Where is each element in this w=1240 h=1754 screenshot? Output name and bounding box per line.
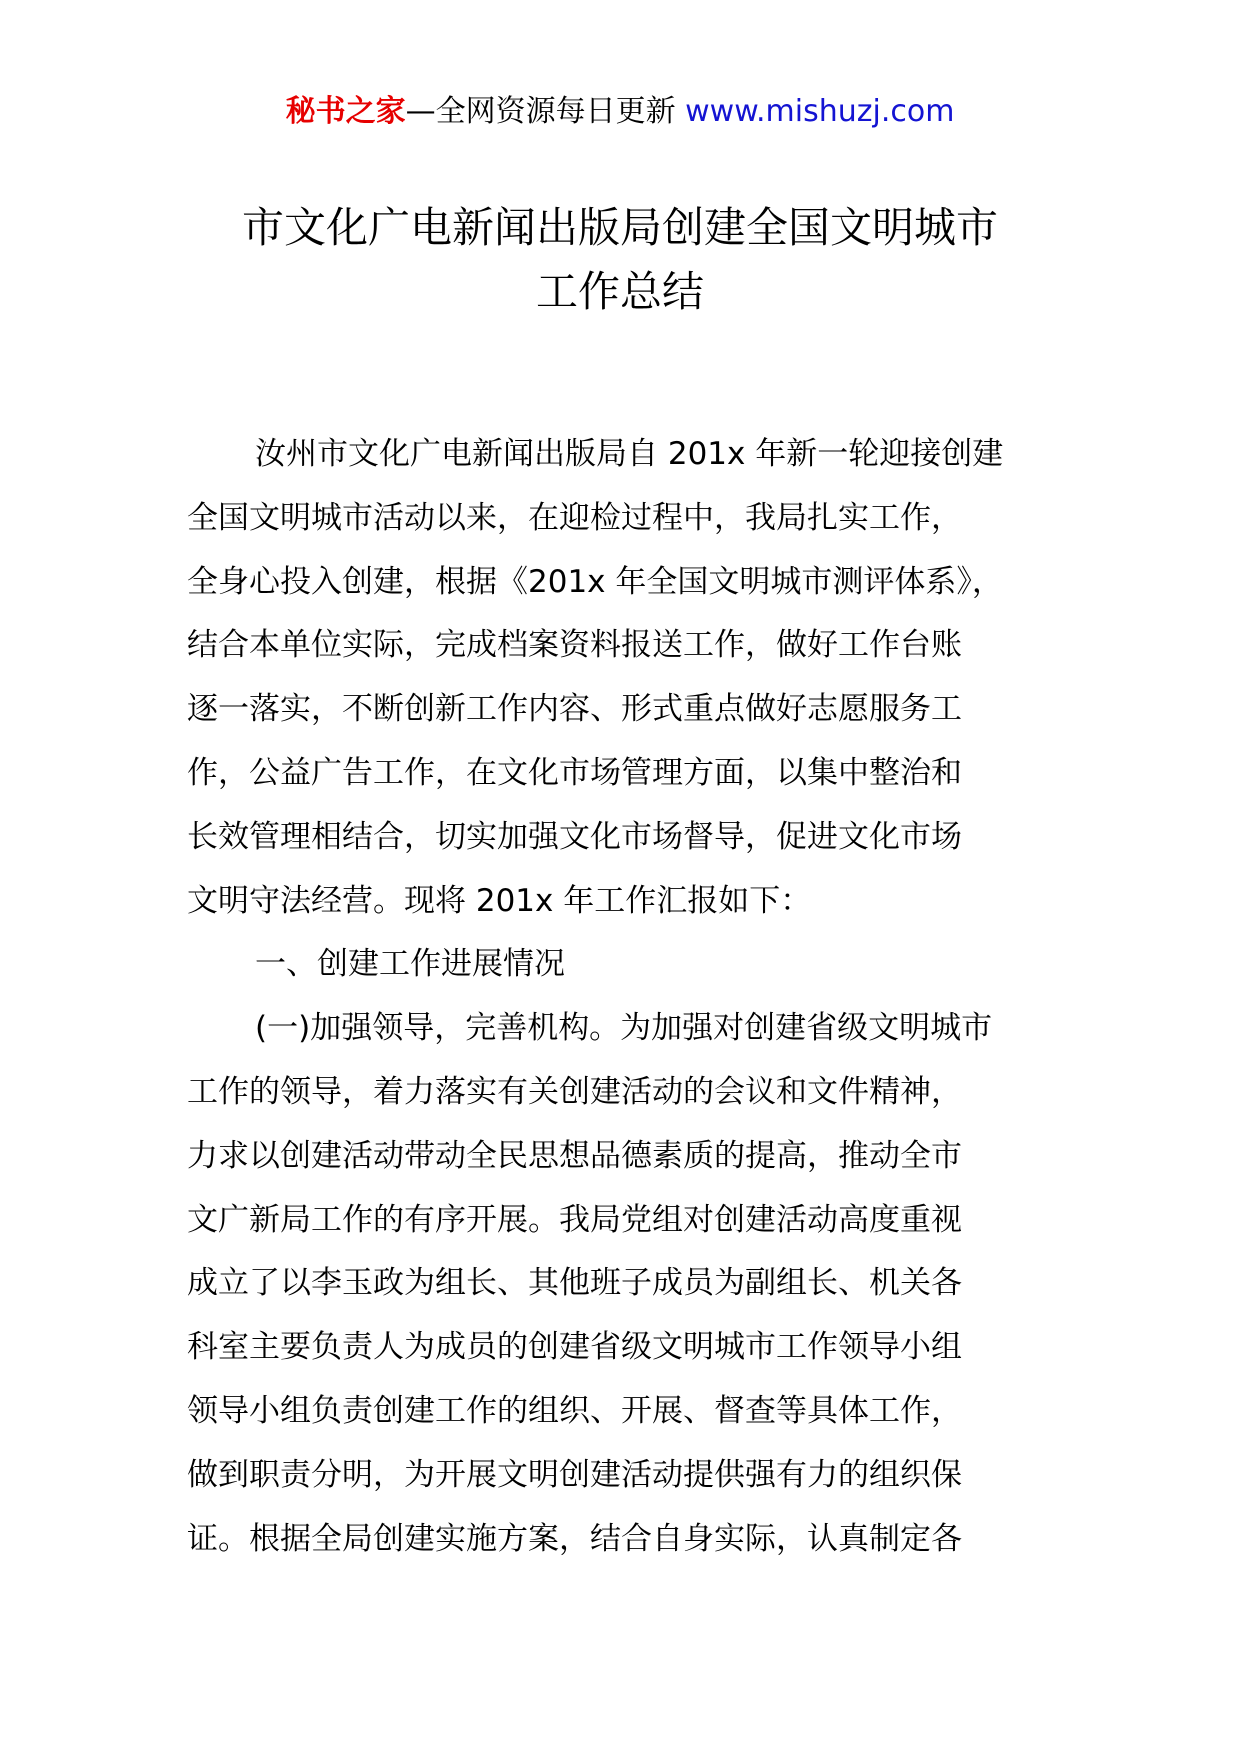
paragraph-line: 汝州市文化广电新闻出版局自 201x 年新一轮迎接创建 xyxy=(255,436,1004,472)
paragraph-line: 领导小组负责创建工作的组织、开展、督查等具体工作， xyxy=(187,1392,962,1429)
paragraph-line: 工作的领导，着力落实有关创建活动的会议和文件精神， xyxy=(187,1073,962,1110)
paragraph-line: 做到职责分明，为开展文明创建活动提供强有力的组织保 xyxy=(187,1456,962,1493)
paragraph-line: 力求以创建活动带动全民思想品德素质的提高，推动全市 xyxy=(187,1137,962,1174)
paragraph-line: 文明守法经营。现将 201x 年工作汇报如下： xyxy=(187,882,812,919)
title-line-1: 市文化广电新闻出版局创建全国文明城市 xyxy=(241,203,998,252)
paragraph-line: 作，公益广告工作，在文化市场管理方面，以集中整治和 xyxy=(187,754,962,791)
site-header xyxy=(0,92,1240,132)
header-slogan: —全网资源每日更新 xyxy=(405,94,676,129)
title-line-2: 工作总结 xyxy=(535,267,704,316)
paragraph-line: 全身心投入创建，根据《201x 年全国文明城市测评体系》， xyxy=(187,563,1003,600)
site-url-link[interactable]: www.mishuzj.com xyxy=(685,94,955,129)
section-heading: 一、创建工作进展情况 xyxy=(255,946,565,983)
paragraph-line: 证。根据全局创建实施方案，结合自身实际，认真制定各 xyxy=(187,1520,962,1557)
paragraph-line: 全国文明城市活动以来，在迎检过程中，我局扎实工作， xyxy=(187,499,962,536)
document-title xyxy=(0,196,1240,324)
paragraph-line: (一)加强领导，完善机构。为加强对创建省级文明城市 xyxy=(255,1010,993,1047)
document-body xyxy=(187,423,1057,1571)
paragraph-line: 长效管理相结合，切实加强文化市场督导，促进文化市场 xyxy=(187,818,962,855)
paragraph-line: 成立了以李玉政为组长、其他班子成员为副组长、机关各 xyxy=(187,1265,962,1302)
paragraph-line: 文广新局工作的有序开展。我局党组对创建活动高度重视 xyxy=(187,1201,962,1238)
brand-name: 秘书之家 xyxy=(285,94,406,129)
paragraph-line: 结合本单位实际，完成档案资料报送工作，做好工作台账 xyxy=(187,627,962,664)
paragraph-line: 逐一落实，不断创新工作内容、形式重点做好志愿服务工 xyxy=(187,691,962,728)
paragraph-line: 科室主要负责人为成员的创建省级文明城市工作领导小组 xyxy=(187,1329,962,1366)
